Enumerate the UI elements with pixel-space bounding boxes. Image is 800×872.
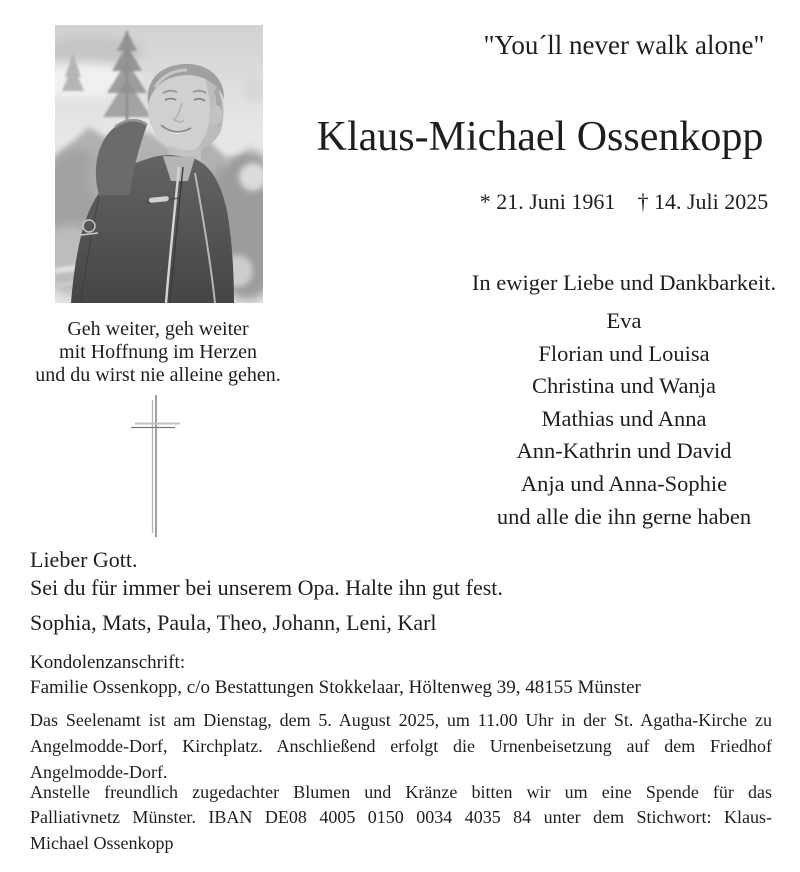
dedication-line: In ewiger Liebe und Dankbarkeit. [471, 270, 777, 295]
donation-paragraph [30, 780, 772, 856]
donation-line: Palliativnetz Münster. IBAN DE08 4005 0150 0034 4035 84 unter dem Stichwort: Klaus- [30, 807, 772, 828]
service-line: Das Seelenamt ist am Dienstag, dem 5. August 2025, um 11.00 Uhr in der St. Agatha-Kirche zu [30, 710, 772, 730]
death-date: † 14. Juli 2025 [637, 189, 769, 214]
birth-date: * 21. Juni 1961 [479, 189, 616, 214]
verse-line: mit Hoffnung im Herzen [59, 340, 257, 363]
mourners-list [430, 305, 800, 533]
service-line: Angelmodde-Dorf. [30, 761, 168, 782]
donation-line: Michael Ossenkopp [30, 832, 174, 853]
motto-quote: "You´ll never walk alone" [483, 30, 765, 60]
service-line: Angelmodde-Dorf, Kirchplatz. Anschließend erfolgt die Urnenbeisetzung auf dem Friedhof [30, 735, 772, 756]
life-dates [430, 188, 800, 216]
mourner-name: Florian und Louisa [538, 340, 710, 366]
service-paragraph [30, 708, 772, 785]
condolence-address: Familie Ossenkopp, c/o Bestattungen Stokkelaar, Höltenweg 39, 48155 Münster [30, 677, 641, 699]
mourner-name: Anja und Anna-Sophie [520, 470, 728, 496]
verse-block [5, 318, 311, 386]
prayer-block [30, 546, 772, 601]
verse-line: Geh weiter, geh weiter [67, 318, 249, 340]
mourner-name: Ann-Kathrin und David [516, 438, 732, 464]
mourner-name: und alle die ihn gerne haben [496, 503, 752, 529]
condolence-label: Kondolenzanschrift: [30, 652, 186, 673]
portrait-photo [55, 25, 263, 303]
prayer-line: Lieber Gott. [30, 547, 138, 572]
cross-icon [125, 394, 185, 542]
donation-line: Anstelle freundlich zugedachter Blumen und Kränze bitten wir um eine Spende für das [30, 782, 772, 802]
mourner-name: Eva [606, 308, 642, 333]
condolence-block [30, 650, 772, 701]
verse-line: und du wirst nie alleine gehen. [35, 363, 281, 386]
deceased-name: Klaus-Michael Ossenkopp [316, 114, 764, 160]
mourner-name: Mathias und Anna [541, 405, 707, 431]
prayer-line: Sei du für immer bei unserem Opa. Halte ihn gut fest. [30, 574, 503, 600]
grandchildren-names: Sophia, Mats, Paula, Theo, Johann, Leni, Karl [30, 610, 437, 635]
mourner-name: Christina und Wanja [532, 373, 716, 399]
